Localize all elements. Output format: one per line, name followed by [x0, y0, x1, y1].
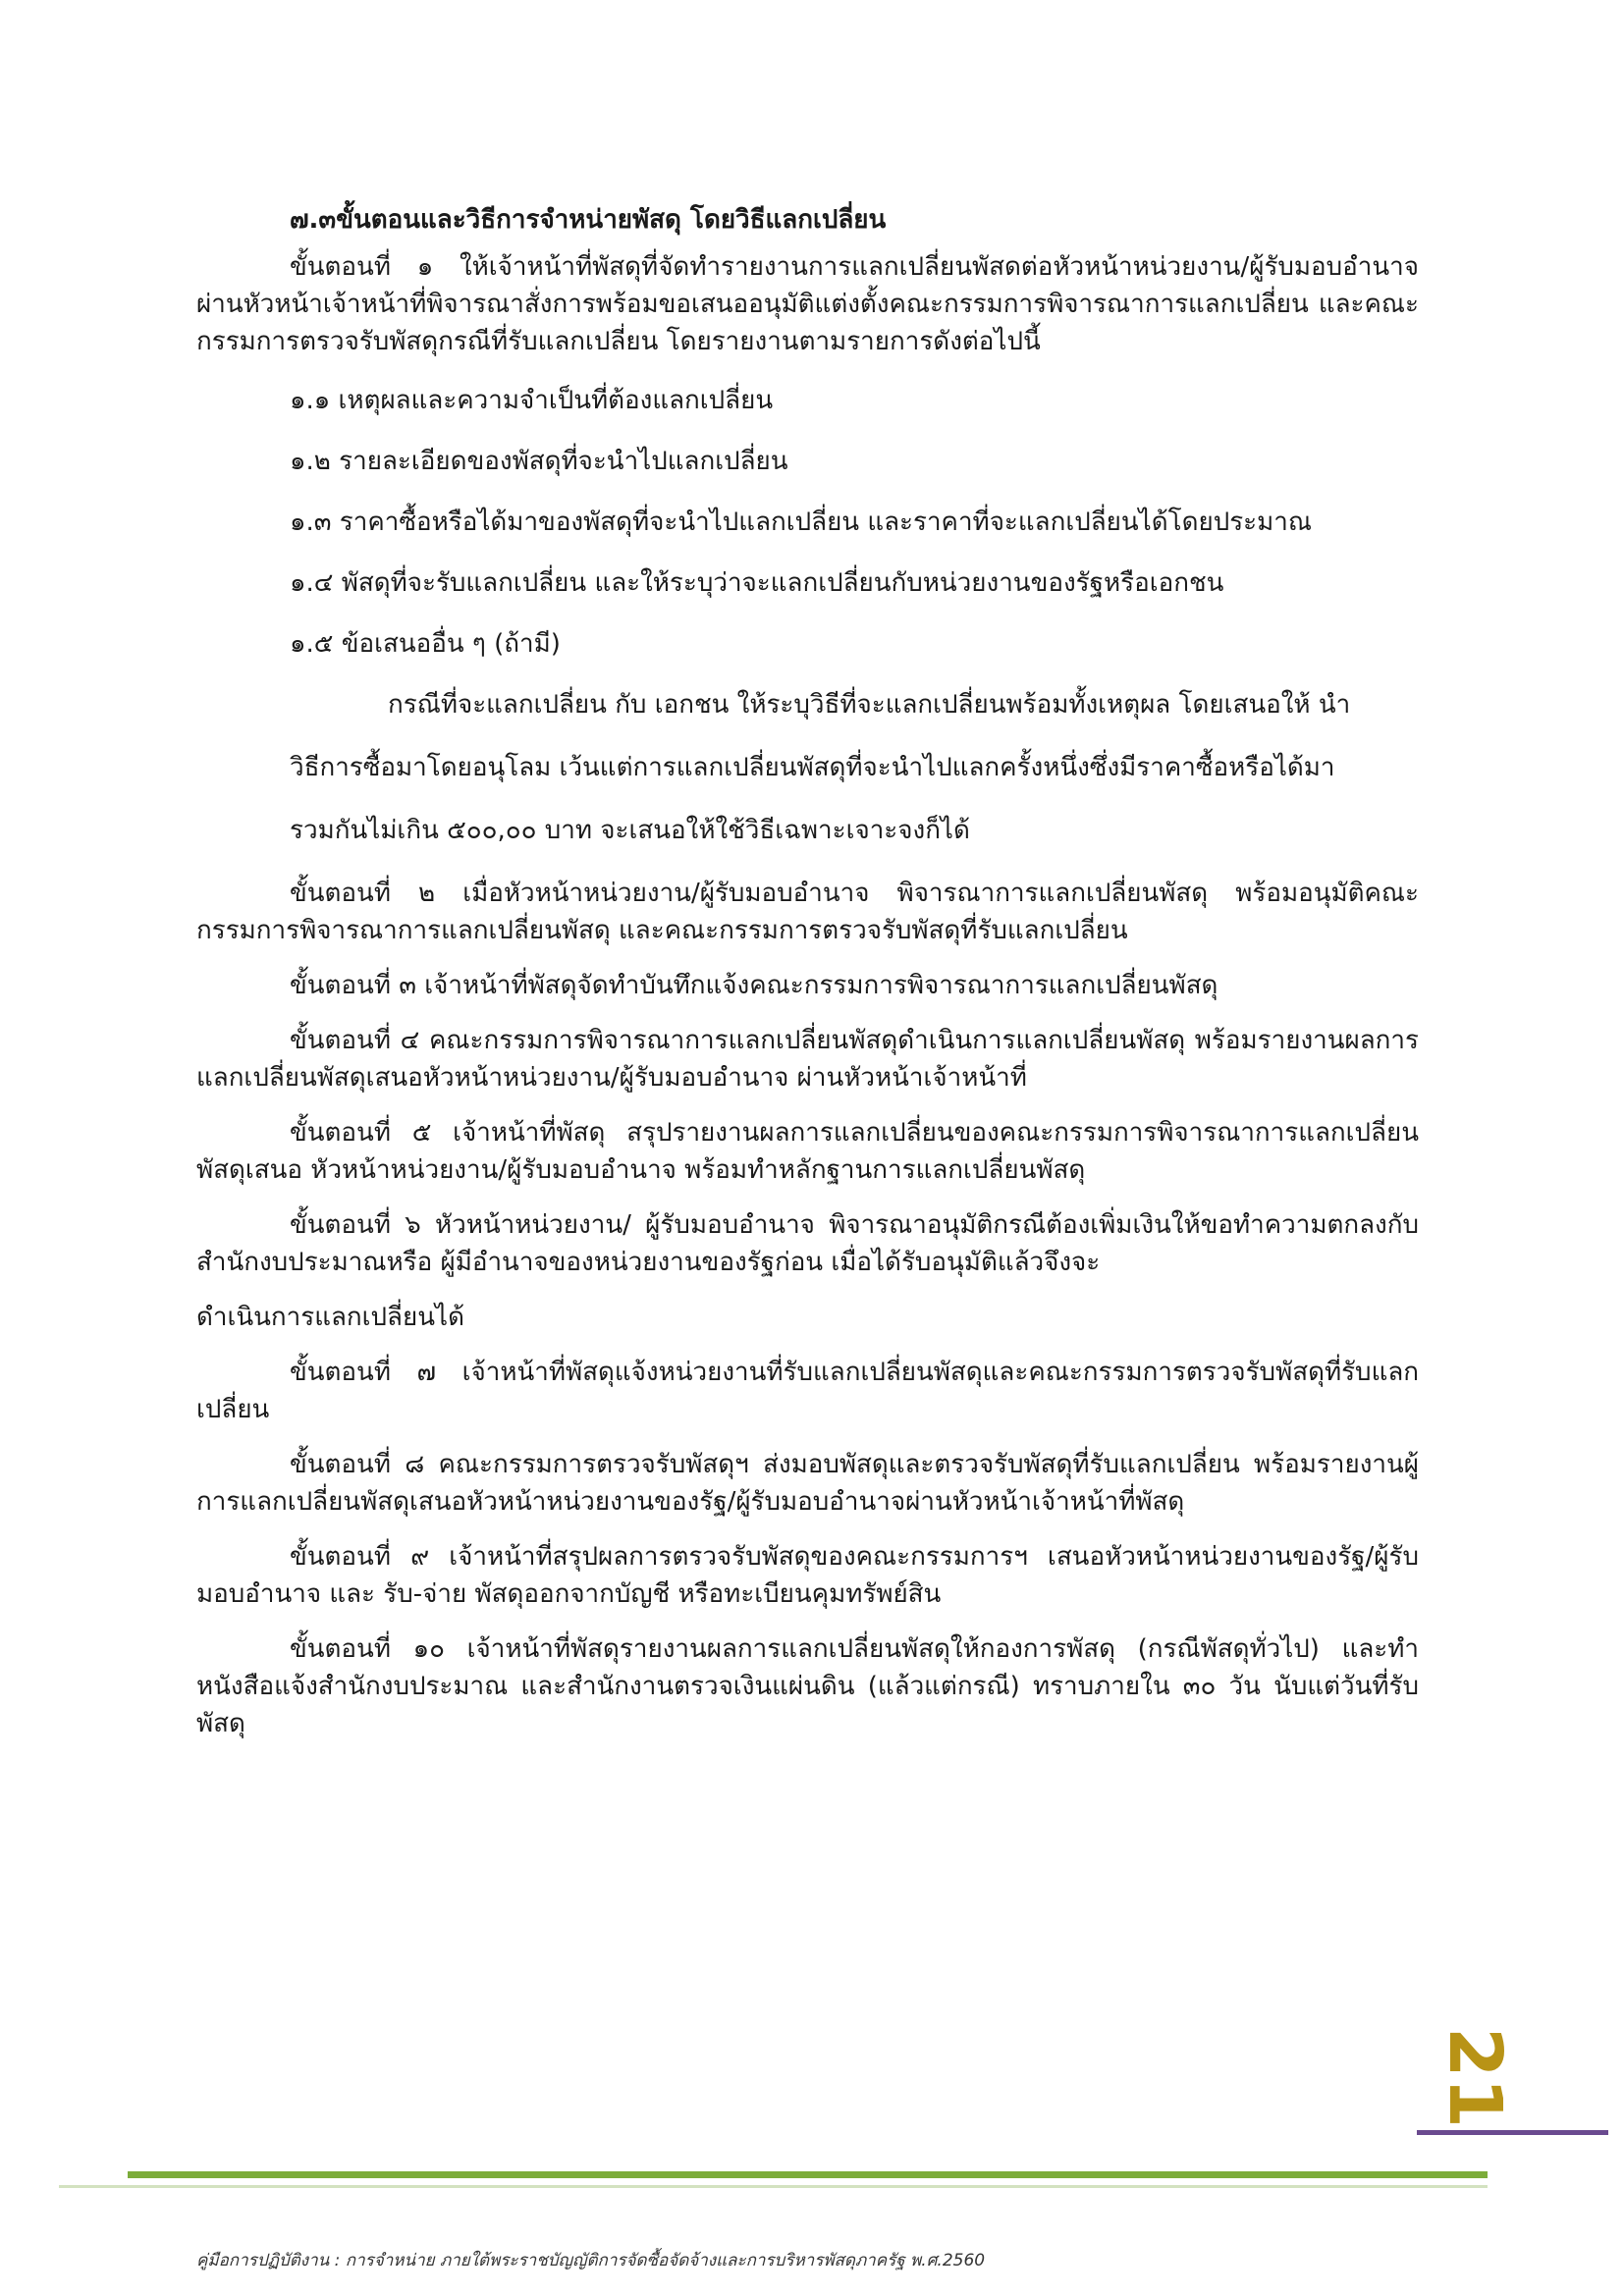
footer-text: คู่มือการปฏิบัติงาน : การจำหน่าย ภายใต้พระราชบัญญัติการจัดซื้อจัดจ้างและการบริหารพัสดุภาครัฐ พ.ศ.2560: [196, 2251, 986, 2270]
step-1-item-1: ๑.๑ เหตุผลและความจำเป็นที่ต้องแลกเปลี่ยน: [290, 386, 774, 415]
footer-rule: [128, 2171, 1488, 2178]
step-10: ขั้นตอนที่ ๑๐ เจ้าหน้าที่พัสดุรายงานผลการแลกเปลี่ยนพัสดุให้กองการพัสดุ (กรณีพัสดุทั่วไป) และทำหนังสือแจ้งสำนักงบประมาณ และสำนักงานตรวจเงินแผ่นดิน (แล้วแต่กรณี) ทราบภายใน ๓๐ วัน นับแต่วันที่รับพัสดุ: [196, 1634, 1419, 1738]
step-2: ขั้นตอนที่ ๒ เมื่อหัวหน้าหน่วยงาน/ผู้รับมอบอำนาจ พิจารณาการแลกเปลี่ยนพัสดุ พร้อมอนุมัติคณะกรรมการพิจารณาการแลกเปลี่ยนพัสดุ และคณะกรรมการตรวจรับพัสดุที่รับแลกเปลี่ยน: [196, 879, 1419, 945]
step-9: ขั้นตอนที่ ๙ เจ้าหน้าที่สรุปผลการตรวจรับพัสดุของคณะกรรมการฯ เสนอหัวหน้าหน่วยงานของรัฐ/ผู้รับมอบอำนาจ และ รับ-จ่าย พัสดุออกจากบัญชี หรือทะเบียนคุมทรัพย์สิน: [196, 1542, 1419, 1609]
step-3: ขั้นตอนที่ ๓ เจ้าหน้าที่พัสดุจัดทำบันทึกแจ้งคณะกรรมการพิจารณาการแลกเปลี่ยนพัสดุ: [290, 971, 1218, 1000]
step-5: ขั้นตอนที่ ๕ เจ้าหน้าที่พัสดุ สรุปรายงานผลการแลกเปลี่ยนของคณะกรรมการพิจารณาการแลกเปลี่ยนพัสดุเสนอ หัวหน้าหน่วยงาน/ผู้รับมอบอำนาจ พร้อมทำหลักฐานการแลกเปลี่ยนพัสดุ: [196, 1118, 1419, 1185]
footer-rule-thin: [59, 2185, 1488, 2188]
step-1-item-5: ๑.๕ ข้อเสนออื่น ๆ (ถ้ามี): [290, 629, 561, 659]
step-1-item-3: ๑.๓ ราคาซื้อหรือได้มาของพัสดุที่จะนำไปแลกเปลี่ยน และราคาที่จะแลกเปลี่ยนได้โดยประมาณ: [290, 507, 1312, 537]
step-8: ขั้นตอนที่ ๘ คณะกรรมการตรวจรับพัสดุฯ ส่งมอบพัสดุและตรวจรับพัสดุที่รับแลกเปลี่ยน พร้อมรายงานผู้การแลกเปลี่ยนพัสดุเสนอหัวหน้าหน่วยงานของรัฐ/ผู้รับมอบอำนาจผ่านหัวหน้าเจ้าหน้าที่พัสดุ: [196, 1450, 1419, 1517]
step-1-item-2: ๑.๒ รายละเอียดของพัสดุที่จะนำไปแลกเปลี่ยน: [290, 447, 788, 476]
page-number: 21: [1433, 2027, 1517, 2128]
page-number-rule: [1417, 2130, 1608, 2135]
case-line-1: กรณีที่จะแลกเปลี่ยน กับ เอกชน ให้ระบุวิธีที่จะแลกเปลี่ยนพร้อมทั้งเหตุผล โดยเสนอให้ นำ: [388, 690, 1351, 720]
step-6: ขั้นตอนที่ ๖ หัวหน้าหน่วยงาน/ ผู้รับมอบอำนาจ พิจารณาอนุมัติกรณีต้องเพิ่มเงินให้ขอทำความตกลงกับสำนักงบประมาณหรือ ผู้มีอำนาจของหน่วยงานของรัฐก่อน เมื่อได้รับอนุมัติแล้วจึงจะ: [196, 1210, 1419, 1277]
document-body: [196, 201, 1419, 1742]
step-1: ขั้นตอนที่ ๑ ให้เจ้าหน้าที่พัสดุที่จัดทำรายงานการแลกเปลี่ยนพัสดต่อหัวหน้าหน่วยงาน/ผู้รับมอบอำนาจผ่านหัวหน้าเจ้าหน้าที่พิจารณาสั่งการพร้อมขอเสนออนุมัติแต่งตั้งคณะกรรมการพิจารณาการแลกเปลี่ยน และคณะกรรมการตรวจรับพัสดุกรณีที่รับแลกเปลี่ยน โดยรายงานตามรายการดังต่อไปนี้: [196, 252, 1419, 356]
section-heading: ๗.๓ขั้นตอนและวิธีการจำหน่ายพัสดุ โดยวิธีแลกเปลี่ยน: [290, 205, 887, 235]
case-line-2: วิธีการซื้อมาโดยอนุโลม เว้นแต่การแลกเปลี่ยนพัสดุที่จะนำไปแลกครั้งหนึ่งซึ่งมีราคาซื้อหรือได้มา: [290, 753, 1335, 782]
step-1-item-4: ๑.๔ พัสดุที่จะรับแลกเปลี่ยน และให้ระบุว่าจะแลกเปลี่ยนกับหน่วยงานของรัฐหรือเอกชน: [290, 568, 1224, 598]
case-line-3: รวมกันไม่เกิน ๕๐๐,๐๐ บาท จะเสนอให้ใช้วิธีเฉพาะเจาะจงก็ได้: [290, 816, 970, 845]
step-4: ขั้นตอนที่ ๔ คณะกรรมการพิจารณาการแลกเปลี่ยนพัสดุดำเนินการแลกเปลี่ยนพัสดุ พร้อมรายงานผลการแลกเปลี่ยนพัสดุเสนอหัวหน้าหน่วยงาน/ผู้รับมอบอำนาจ ผ่านหัวหน้าเจ้าหน้าที่: [196, 1026, 1419, 1093]
step-6-continued: ดำเนินการแลกเปลี่ยนได้: [196, 1303, 464, 1332]
step-7: ขั้นตอนที่ ๗ เจ้าหน้าที่พัสดุแจ้งหน่วยงานที่รับแลกเปลี่ยนพัสดุและคณะกรรมการตรวจรับพัสดุที่รับแลกเปลี่ยน: [196, 1358, 1419, 1424]
